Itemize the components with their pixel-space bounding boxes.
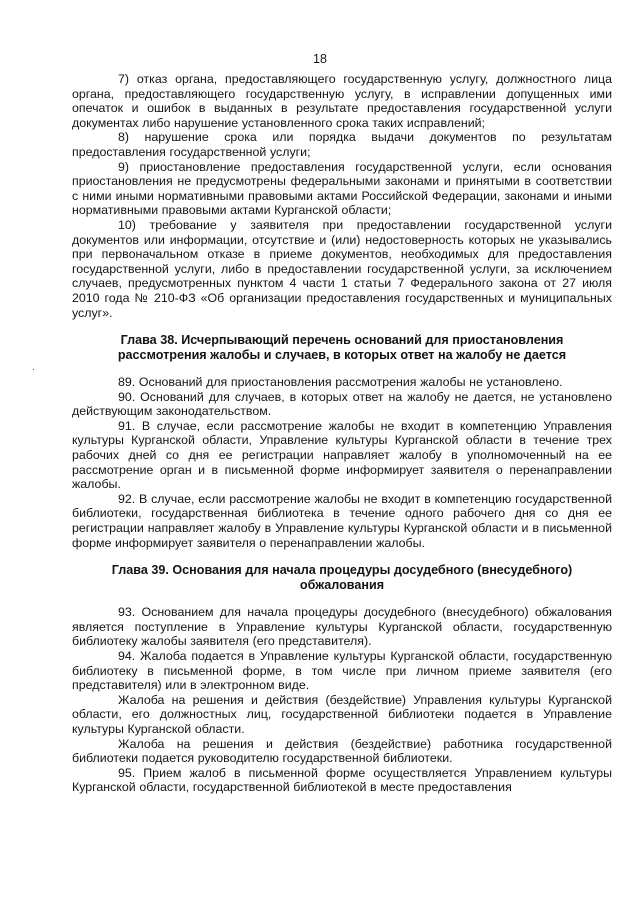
paragraph-94-complaint-library: Жалоба на решения и действия (бездействие) работника государственной библиотеки подается руководителю государственной библиотеки. <box>72 736 612 766</box>
paragraph-95: 95. Прием жалоб в письменной форме осуществляется Управлением культуры Курганской области, государственной библиотекой в месте предоставления <box>72 765 612 795</box>
margin-dot: . <box>32 362 35 373</box>
paragraph-94: 94. Жалоба подается в Управление культуры Курганской области, государственную библиотеку в письменной форме, в том числе при личном приеме заявителя (его представителя) или в электронном виде. <box>72 649 612 693</box>
paragraph-item-10: 10) требование у заявителя при предоставлении государственной услуги документов или информации, отсутствие и (или) недостоверность которых не указывались при первоначальном отказе в приеме документов, необходимых для предоставления государственной услуги, либо в предоставлении государственной услуги, за исключением случаев, предусмотренных пунктом 4 части 1 статьи 7 Федерального закона от 27 июля 2010 года № 210-ФЗ «Об организации предоставления государственных и муниципальных услуг». <box>72 217 612 320</box>
paragraph-item-7: 7) отказ органа, предоставляющего государственную услугу, должностного лица органа, предоставляющего государственную услугу, в исправлении допущенных ими опечаток и ошибок в выданных в результате предоставления государственной услуги документах либо нарушение установленного срока таких исправлений; <box>72 72 612 130</box>
page-number: 18 <box>313 52 327 66</box>
paragraph-94-complaint-department: Жалоба на решения и действия (бездействие) Управления культуры Курганской области, его должностных лиц, государственной библиотеки подается в Управление культуры Курганской области. <box>72 692 612 736</box>
paragraph-93: 93. Основанием для начала процедуры досудебного (внесудебного) обжалования является поступление в Управление культуры Курганской области, государственную библиотеку жалобы заявителя (его представителя). <box>72 605 612 649</box>
paragraph-89: 89. Оснований для приостановления рассмотрения жалобы не установлено. <box>118 375 563 390</box>
paragraph-91: 91. В случае, если рассмотрение жалобы не входит в компетенцию Управления культуры Курганской области, Управление культуры Курганской области в течение трех рабочих дней со дня ее регистрации направляет жалобу в уполномоченный на ее рассмотрение орган и в письменной форме информирует заявителя о перенаправлении жалобы. <box>72 418 612 492</box>
paragraph-92: 92. В случае, если рассмотрение жалобы не входит в компетенцию государственной библиотеки, государственная библиотека в течение одного рабочего дня со дня ее регистрации направляет жалобу в Управление культуры Курганской области и в письменной форме информирует заявителя о перенаправлении жалобы. <box>72 491 612 550</box>
paragraph-item-8: 8) нарушение срока или порядка выдачи документов по результатам предоставления государственной услуги; <box>72 130 612 159</box>
document-body <box>72 72 612 795</box>
chapter-38-heading: Глава 38. Исчерпывающий перечень оснований для приостановления рассмотрения жалобы и случаев, в которых ответ на жалобу не дается <box>117 333 567 363</box>
paragraph-90: 90. Оснований для случаев, в которых ответ на жалобу не дается, не установлено действующим законодательством. <box>72 389 612 419</box>
paragraph-item-9: 9) приостановление предоставления государственной услуги, если основания приостановления не предусмотрены федеральными законами и принятыми в соответствии с ними иными нормативными правовыми актами Российской Федерации, законами и иными нормативными правовыми актами Курганской области; <box>72 159 612 218</box>
chapter-39-heading: Глава 39. Основания для начала процедуры досудебного (внесудебного) обжалования <box>111 563 573 593</box>
